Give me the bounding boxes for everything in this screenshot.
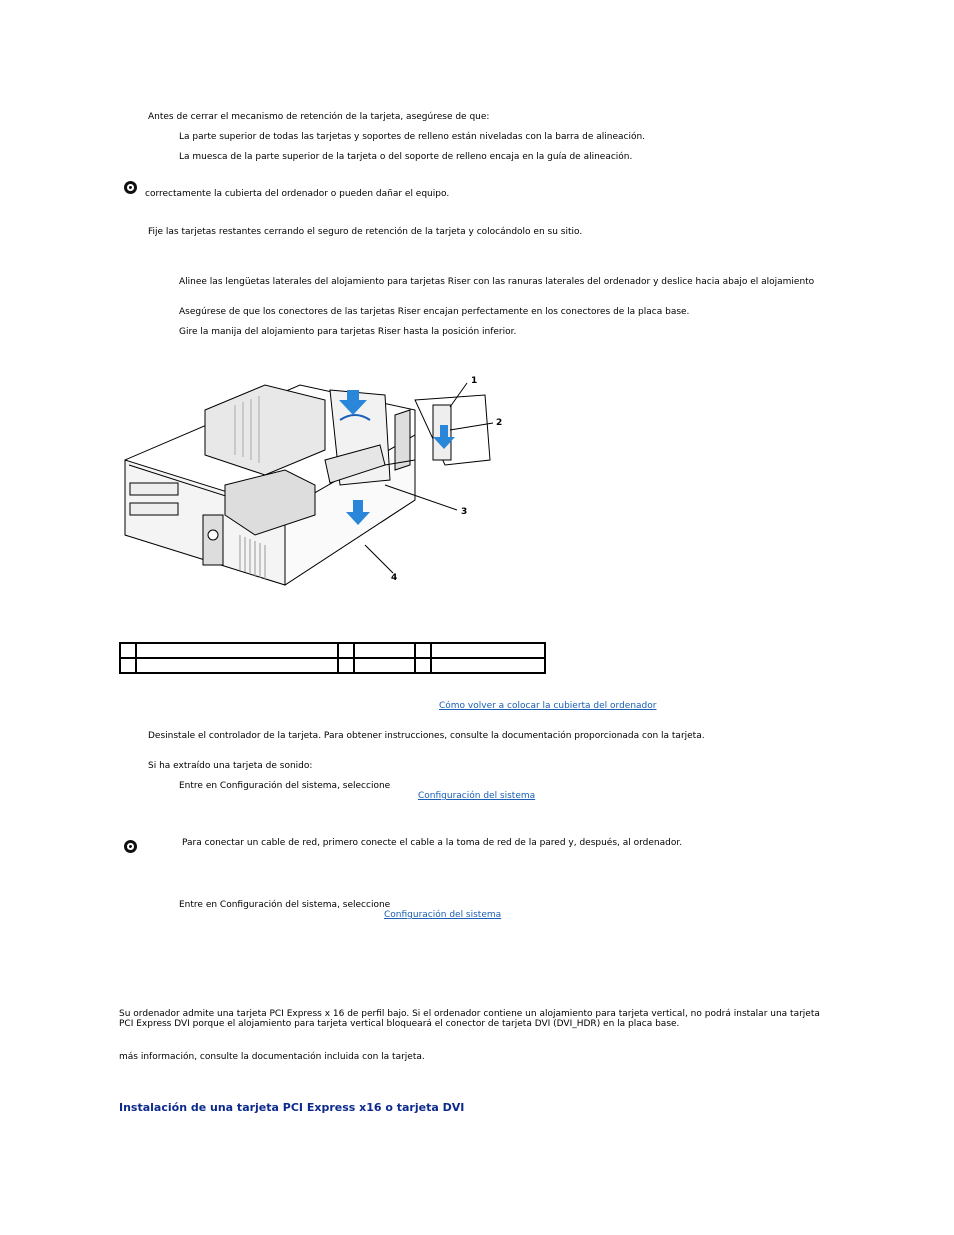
bullet-item: La muesca de la parte superior de la tarjeta o del soporte de relleno encaja en la guía de alineación. (179, 152, 633, 162)
notice-text: Para conectar un cable de red, primero conecte el cable a la toma de red de la pared y, después, al ordenador. (182, 838, 683, 848)
table-cell (136, 658, 338, 673)
section-heading: Instalación de una tarjeta PCI Express x16 o tarjeta DVI (119, 1101, 465, 1114)
replace-cover-link[interactable]: Cómo volver a colocar la cubierta del ordenador (439, 701, 657, 711)
notice-icon (124, 840, 137, 853)
step-item: Asegúrese de que los conectores de las tarjetas Riser encajan perfectamente en los conectores de la placa base. (179, 307, 690, 317)
body-text: PCI Express DVI porque el alojamiento para tarjeta vertical bloqueará el conector de tarjeta DVI (DVI_HDR) en la placa base. (119, 1019, 680, 1029)
table-cell (338, 658, 354, 673)
table-cell (431, 658, 545, 673)
legend-table (119, 642, 546, 674)
notice-text: correctamente la cubierta del ordenador o pueden dañar el equipo. (145, 189, 450, 199)
body-text: Si ha extraído una tarjeta de sonido: (148, 761, 313, 771)
callout-4: 4 (391, 573, 398, 583)
table-cell (415, 643, 431, 658)
step-item: Alinee las lengüetas laterales del alojamiento para tarjetas Riser con las ranuras laterales del ordenador y deslice hacia abajo el alojamiento (179, 277, 815, 287)
intro-text: Antes de cerrar el mecanismo de retención de la tarjeta, asegúrese de que: (148, 112, 490, 122)
body-text: Desinstale el controlador de la tarjeta. Para obtener instrucciones, consulte la documentación proporcionada con la tarjeta. (148, 731, 705, 741)
table-cell (120, 658, 136, 673)
bullet-item: La parte superior de todas las tarjetas y soportes de relleno están niveladas con la barra de alineación. (179, 132, 646, 142)
system-setup-link[interactable]: Configuración del sistema (418, 791, 536, 801)
step-item: Entre en Configuración del sistema, seleccione (179, 900, 391, 910)
table-cell (354, 658, 415, 673)
callout-2: 2 (496, 418, 503, 428)
table-cell (120, 643, 136, 658)
body-text: más información, consulte la documentación incluida con la tarjeta. (119, 1052, 425, 1062)
step-item: Gire la manija del alojamiento para tarjetas Riser hasta la posición inferior. (179, 327, 517, 337)
table-cell (354, 643, 415, 658)
callout-1: 1 (471, 376, 478, 386)
callout-3: 3 (461, 507, 468, 517)
step-item: Entre en Configuración del sistema, seleccione (179, 781, 391, 791)
table-row (120, 658, 545, 673)
body-text: Su ordenador admite una tarjeta PCI Express x 16 de perfil bajo. Si el ordenador contiene un alojamiento para tarjeta vertical, no podrá instalar una tarjeta (119, 1009, 820, 1019)
system-setup-link[interactable]: Configuración del sistema (384, 910, 502, 920)
table-cell (431, 643, 545, 658)
riser-cage-illustration (115, 365, 515, 595)
body-text: Fije las tarjetas restantes cerrando el seguro de retención de la tarjeta y colocándolo en su sitio. (148, 227, 583, 237)
table-cell (415, 658, 431, 673)
table-cell (338, 643, 354, 658)
table-row (120, 643, 545, 658)
notice-icon (124, 181, 137, 194)
table-cell (136, 643, 338, 658)
